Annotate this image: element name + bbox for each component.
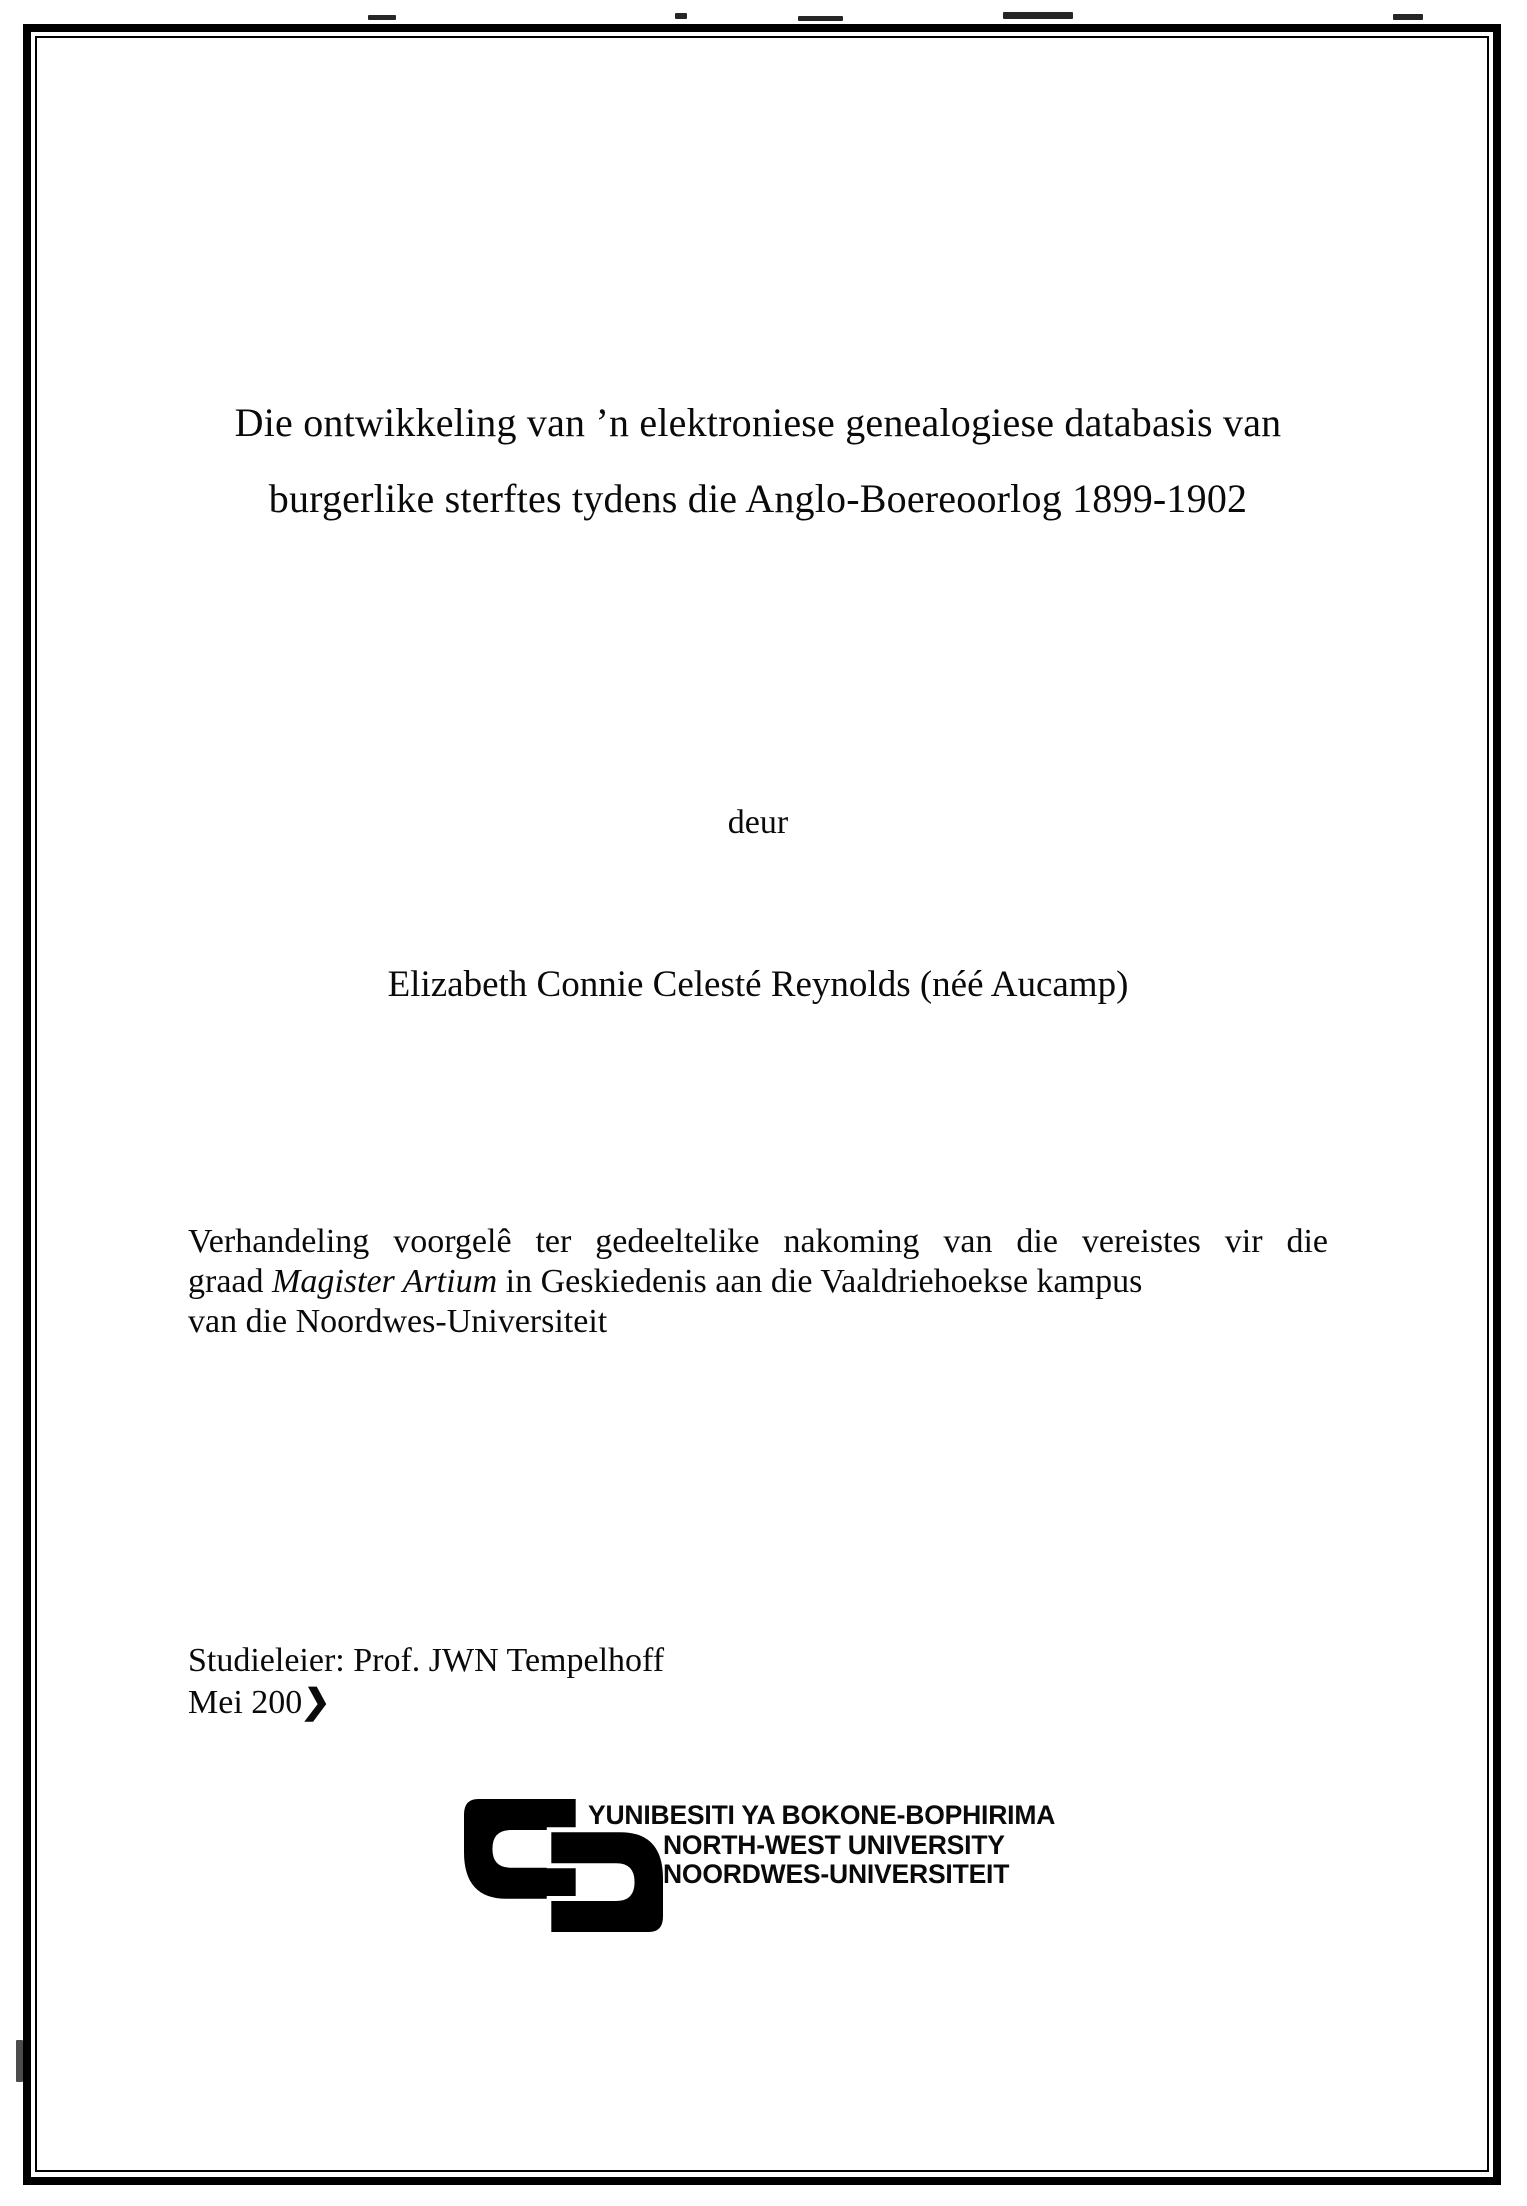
statement-line2 xyxy=(188,1262,1328,1302)
scan-artifact xyxy=(675,13,687,19)
author-name: Elizabeth Connie Celesté Reynolds (néé Aucamp) xyxy=(387,964,1129,1005)
scan-artifact xyxy=(16,2040,23,2082)
scan-artifact xyxy=(1393,14,1423,20)
thesis-statement xyxy=(188,1222,1328,1342)
thesis-title-line1: Die ontwikkeling van ’n elektroniese genealogiese databasis van xyxy=(234,400,1282,445)
degree-name: Magister Artium xyxy=(272,1263,498,1300)
scan-artifact xyxy=(1003,12,1073,19)
university-name-english: NORTH-WEST UNIVERSITY xyxy=(663,1829,1005,1860)
date-text: Mei 200 xyxy=(188,1684,303,1721)
supervisor-line: Studieleier: Prof. JWN Tempelhoff xyxy=(188,1642,665,1679)
statement-line3: van die Noordwes-Universiteit xyxy=(188,1303,608,1340)
thesis-title-line2: burgerlike sterftes tydens die Anglo-Boereoorlog 1899-1902 xyxy=(268,476,1248,521)
university-name-setswana: YUNIBESITI YA BOKONE-BOPHIRIMA xyxy=(588,1800,1056,1830)
university-name-afrikaans: NOORDWES-UNIVERSITEIT xyxy=(663,1859,1010,1889)
scan-artifact xyxy=(798,16,843,21)
statement-line2-prefix: graad xyxy=(188,1263,273,1300)
statement-line2-suffix: in Geskiedenis aan die Vaaldriehoekse kampus xyxy=(497,1263,1143,1300)
university-name-block xyxy=(588,1801,1055,1890)
byline-label: deur xyxy=(727,804,789,841)
thesis-title xyxy=(188,385,1328,537)
statement-line1: Verhandeling voorgelê ter gedeeltelike nakoming van die vereistes vir die xyxy=(188,1223,1328,1260)
date-last-digit-glyph: ❯ xyxy=(300,1684,333,1721)
date-line xyxy=(188,1682,1328,1724)
supervisor-block xyxy=(188,1640,1328,1724)
scan-artifact xyxy=(368,15,396,20)
